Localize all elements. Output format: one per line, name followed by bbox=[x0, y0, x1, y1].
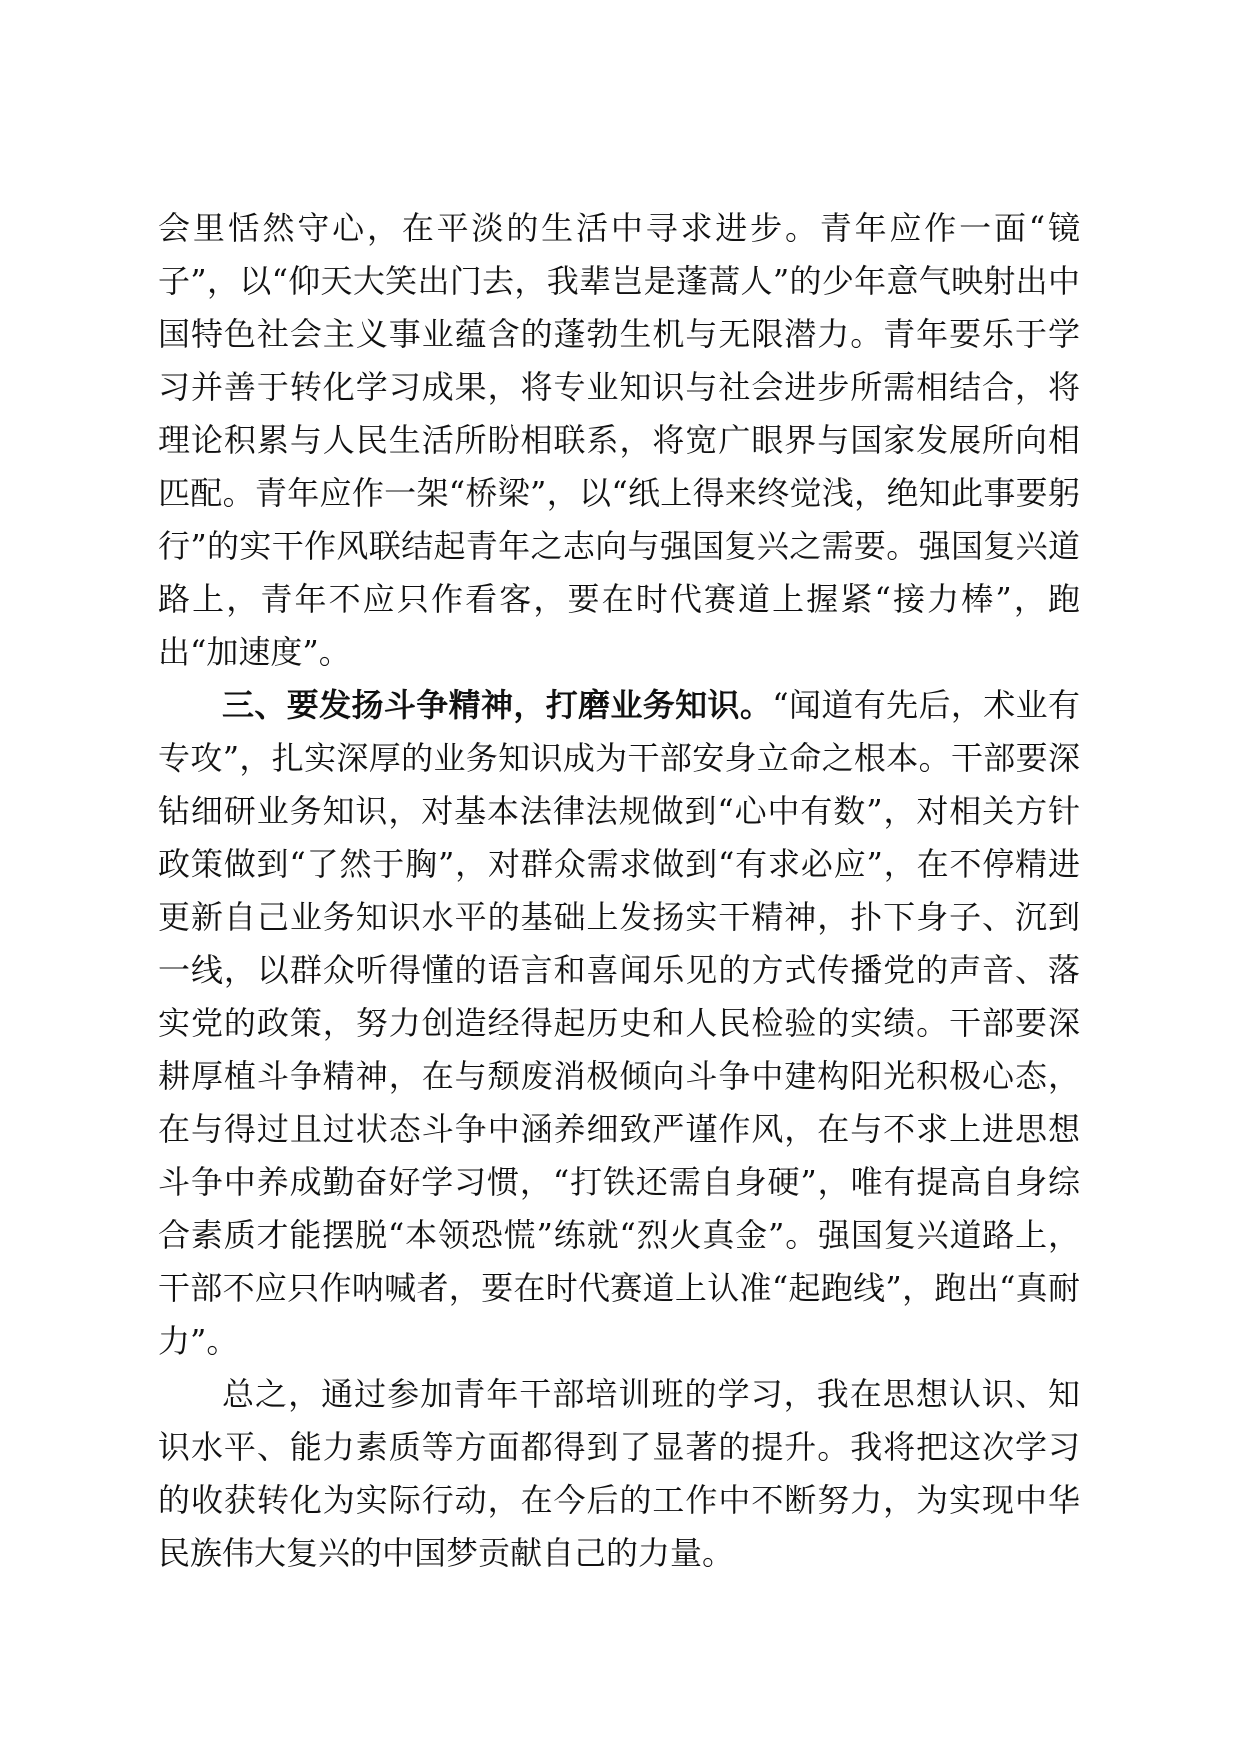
section-heading: 三、要发扬斗争精神，打磨业务知识。 bbox=[222, 686, 773, 724]
paragraph-section-three bbox=[158, 679, 1080, 1368]
paragraph-conclusion bbox=[158, 1368, 1080, 1580]
paragraph-text: “闻道有先后，术业有专攻”，扎实深厚的业务知识成为干部安身立命之根本。干部要深钻细研业务知识，对基本法律法规做到“心中有数”，对相关方针政策做到“了然于胸”，对群众需求做到“有求必应”，在不停精进更新自己业务知识水平的基础上发扬实干精神，扑下身子、沉到一线，以群众听得懂的语言和喜闻乐见的方式传播党的声音、落实党的政策，努力创造经得起历史和人民检验的实绩。干部要深耕厚植斗争精神，在与颓废消极倾向斗争中建构阳光积极心态，在与得过且过状态斗争中涵养细致严谨作风，在与不求上进思想斗争中养成勤奋好学习惯，“打铁还需自身硬”，唯有提高自身综合素质才能摆脱“本领恐慌”练就“烈火真金”。强国复兴道路上，干部不应只作呐喊者，要在时代赛道上认准“起跑线”，跑出“真耐力”。 bbox=[158, 686, 1080, 1360]
paragraph-youth-mirror-bridge bbox=[158, 202, 1080, 679]
paragraph-text: 总之，通过参加青年干部培训班的学习，我在思想认识、知识水平、能力素质等方面都得到了显著的提升。我将把这次学习的收获转化为实际行动，在今后的工作中不断努力，为实现中华民族伟大复兴的中国梦贡献自己的力量。 bbox=[158, 1375, 1080, 1572]
document-body bbox=[158, 202, 1080, 1580]
paragraph-text: 会里恬然守心，在平淡的生活中寻求进步。青年应作一面“镜子”，以“仰天大笑出门去，我辈岂是蓬蒿人”的少年意气映射出中国特色社会主义事业蕴含的蓬勃生机与无限潜力。青年要乐于学习并善于转化学习成果，将专业知识与社会进步所需相结合，将理论积累与人民生活所盼相联系，将宽广眼界与国家发展所向相匹配。青年应作一架“桥梁”，以“纸上得来终觉浅，绝知此事要躬行”的实干作风联结起青年之志向与强国复兴之需要。强国复兴道路上，青年不应只作看客，要在时代赛道上握紧“接力棒”，跑出“加速度”。 bbox=[158, 209, 1080, 671]
